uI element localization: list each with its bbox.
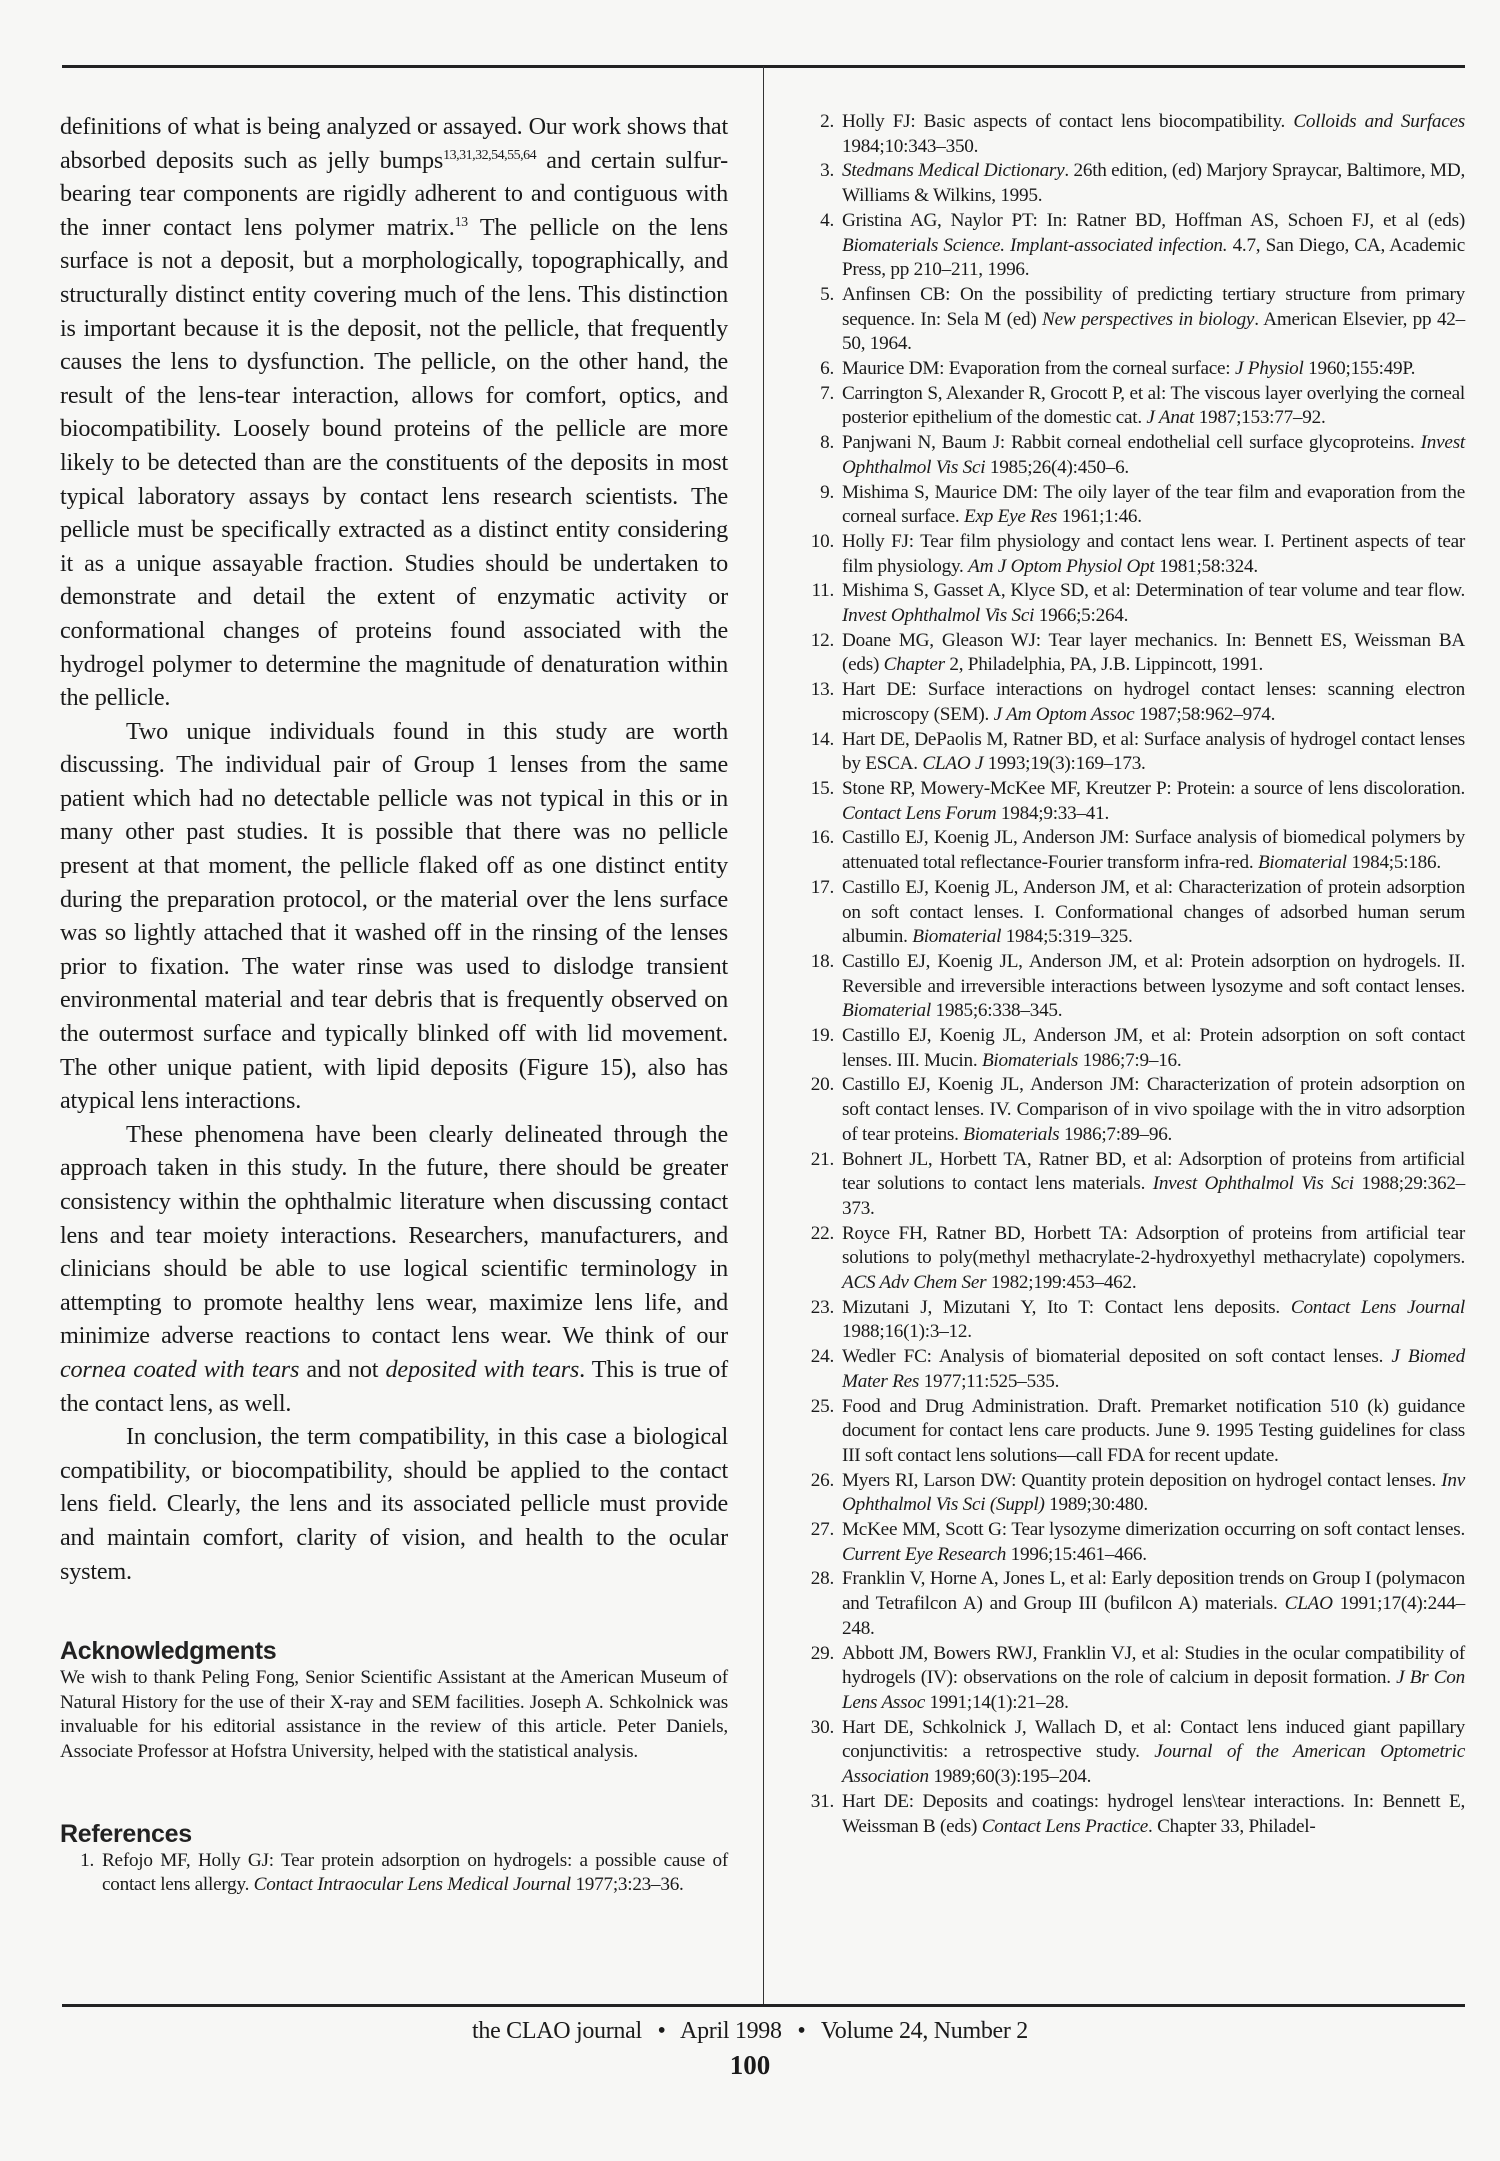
footer-separator: •	[797, 2018, 806, 2044]
bottom-rule	[62, 2004, 1465, 2007]
reference-item	[800, 1148, 1465, 1222]
text-run: 1991;14(1):21–28.	[924, 1692, 1069, 1713]
reference-item	[800, 629, 1465, 678]
reference-number: 26.	[810, 1469, 834, 1491]
reference-number: 4.	[820, 209, 834, 231]
italic-text: Chapter	[883, 654, 945, 676]
text-run: 1966;5:264.	[1034, 605, 1129, 627]
reference-item	[800, 950, 1465, 1024]
reference-item	[800, 1567, 1465, 1641]
reference-number: 1.	[80, 1849, 94, 1871]
reference-item	[800, 1642, 1465, 1716]
acknowledgments-text: We wish to thank Peling Fong, Senior Scientific Assistant at the American Museum of Natural History for the use of their X-ray and SEM facilities. Joseph A. Schkolnick was invaluable for his editorial assistance in the review of this article. Peter Daniels, Associate Professor at Hofstra University, helped with the statistical analysis.	[60, 1667, 728, 1762]
reference-item	[800, 1716, 1465, 1790]
reference-number: 16.	[810, 827, 834, 849]
reference-item	[800, 1469, 1465, 1518]
body-paragraph	[60, 715, 728, 1118]
italic-text: Am J Optom Physiol Opt	[968, 555, 1155, 577]
reference-item	[800, 110, 1465, 159]
reference-number: 19.	[810, 1025, 834, 1047]
reference-item	[800, 209, 1465, 283]
text-run: Wedler FC: Analysis of biomaterial deposited on soft contact lenses.	[842, 1346, 1392, 1368]
reference-item	[800, 431, 1465, 480]
text-run: . This is true of the contact lens, as well.	[60, 1355, 728, 1417]
text-run: 1987;58:962–974.	[1134, 703, 1276, 725]
reference-number: 24.	[810, 1346, 834, 1368]
reference-number: 18.	[810, 950, 834, 972]
page-number: 100	[729, 2050, 771, 2080]
italic-text: J Br Con Lens Assoc	[842, 1667, 1465, 1713]
text-run: Bohnert JL, Horbett TA, Ratner BD, et al: Adsorption of proteins from artificial tear solutions to contact lens materials.	[842, 1148, 1465, 1195]
text-run: Mishima S, Gasset A, Klyce SD, et al: Determination of tear volume and tear flow.	[842, 580, 1465, 602]
text-run: Mizutani J, Mizutani Y, Ito T: Contact lens deposits.	[842, 1296, 1291, 1318]
italic-text: Biomaterial	[912, 926, 1002, 948]
italic-text: Current Eye Research	[842, 1543, 1007, 1565]
reference-number: 11.	[811, 580, 834, 602]
reference-number: 17.	[810, 876, 834, 898]
left-column	[60, 110, 728, 1898]
reference-item	[800, 481, 1465, 530]
reference-item	[800, 530, 1465, 579]
text-run: definitions of what is being analyzed or assayed. Our work shows that absorbed deposits such as jelly bumps	[60, 113, 728, 174]
text-run: 2, Philadelphia, PA, J.B. Lippincott, 1991.	[944, 654, 1264, 676]
reference-item	[800, 728, 1465, 777]
text-run: Abbott JM, Bowers RWJ, Franklin VJ, et al: Studies in the ocular compatibility of hydrogels (IV): observations on the role of calcium in deposit formation.	[842, 1642, 1465, 1689]
italic-text: Stedmans Medical Dictionary	[842, 160, 1065, 182]
reference-number: 15.	[810, 777, 834, 799]
italic-text: Contact Lens Journal	[1290, 1296, 1465, 1318]
body-text	[60, 110, 728, 1588]
text-run: Doane MG, Gleason WJ: Tear layer mechanics. In: Bennett ES, Weissman BA (eds)	[842, 629, 1465, 676]
reference-item	[800, 678, 1465, 727]
italic-text: Biomaterial	[842, 1000, 931, 1022]
text-run: 1961;1:46.	[1057, 506, 1142, 528]
text-run: and not	[299, 1355, 386, 1383]
italic-text: Contact Lens Practice	[981, 1815, 1149, 1837]
reference-number: 7.	[820, 382, 834, 404]
reference-item	[800, 1222, 1465, 1296]
column-divider	[763, 66, 764, 2005]
italic-text: ACS Adv Chem Ser	[842, 1272, 987, 1294]
italic-text: Inv Ophthalmol Vis Sci (Suppl)	[842, 1469, 1465, 1516]
reference-number: 20.	[810, 1074, 834, 1096]
text-run: Stone RP, Mowery-McKee MF, Kreutzer P: Protein: a source of lens discoloration.	[842, 777, 1465, 799]
text-run: . 26th edition, (ed) Marjory Spraycar, Baltimore, MD, Williams & Wilkins, 1995.	[842, 160, 1466, 207]
reference-number: 22.	[810, 1222, 834, 1244]
text-run: 1985;6:338–345.	[930, 1000, 1063, 1022]
text-run: Anfinsen CB: On the possibility of predicting tertiary structure from primary sequence. In: Sela M (ed)	[842, 283, 1465, 330]
text-run: McKee MM, Scott G: Tear lysozyme dimerization occurring on soft contact lenses.	[842, 1519, 1465, 1541]
italic-text: cornea coated with tears	[60, 1355, 300, 1383]
text-run: 1986;7:89–96.	[1059, 1123, 1173, 1145]
text-run: Castillo EJ, Koenig JL, Anderson JM: Characterization of protein adsorption on soft contact lenses. IV. Comparison of in vivo spoilage with the in vitro adsorption of tear proteins.	[842, 1074, 1465, 1145]
reference-item	[800, 579, 1465, 628]
footer-volume: Volume 24, Number 2	[820, 2018, 1028, 2044]
italic-text: Biomaterials	[963, 1123, 1060, 1145]
text-run: Hart DE: Surface interactions on hydrogel contact lenses: scanning electron microscopy (SEM).	[842, 679, 1465, 725]
text-run: 1987;153:77–92.	[1194, 407, 1326, 429]
reference-number: 29.	[810, 1642, 834, 1664]
reference-number: 30.	[810, 1716, 834, 1738]
text-run: 1985;26(4):450–6.	[985, 456, 1129, 478]
italic-text: J Biomed Mater Res	[842, 1346, 1465, 1392]
reference-number: 27.	[810, 1519, 834, 1541]
text-run: 1988;29:362–373.	[842, 1173, 1466, 1219]
reference-number: 8.	[820, 432, 834, 454]
text-run: 1977;3:23–36.	[570, 1874, 684, 1896]
italic-text: Contact Intraocular Lens Medical Journal	[253, 1874, 571, 1896]
text-run: These phenomena have been clearly delineated through the approach taken in this study. In the future, there should be greater consistency within the ophthalmic literature when discussing contact lens and tear moiety interactions. Researchers, manufacturers, and clinicians should be able to use logical scientific terminology in attempting to promote healthy lens wear, maximize lens life, and minimize adverse reactions to contact lens wear. We think of our	[60, 1120, 728, 1350]
text-run: Hart DE, DePaolis M, Ratner BD, et al: Surface analysis of hydrogel contact lenses by ESCA.	[842, 728, 1465, 775]
text-run: 4.7, San Diego, CA, Academic Press, pp 210–211, 1996.	[842, 234, 1466, 281]
italic-text: Contact Lens Forum	[842, 802, 997, 824]
text-run: Mishima S, Maurice DM: The oily layer of the tear film and evaporation from the corneal surface.	[842, 481, 1465, 528]
reference-list-right	[800, 110, 1465, 1839]
text-run: Royce FH, Ratner BD, Horbett TA: Adsorption of proteins from artificial tear solutions to poly(methyl methacrylate-2-hydroxyethyl methacrylate) copolymers.	[842, 1222, 1465, 1269]
reference-number: 3.	[820, 160, 834, 182]
text-run: Hart DE: Deposits and coatings: hydrogel lens\tear interactions. In: Bennett E, Weissman B (eds)	[842, 1790, 1465, 1837]
reference-item	[800, 1073, 1465, 1147]
text-run: Castillo EJ, Koenig JL, Anderson JM, et al: Protein adsorption on hydrogels. II. Reversible and irreversible interactions between lysozyme and soft contact lenses.	[842, 950, 1465, 997]
text-run: Maurice DM: Evaporation from the corneal surface:	[842, 358, 1235, 380]
reference-item	[60, 1849, 728, 1898]
reference-number: 23.	[810, 1296, 834, 1318]
text-run: Food and Drug Administration. Draft. Premarket notification 510 (k) guidance document for contact lens care products. June 9. 1995 Testing guidelines for class III soft contact lens solutions—call FDA for recent update.	[842, 1395, 1465, 1466]
text-run: Castillo EJ, Koenig JL, Anderson JM: Surface analysis of biomedical polymers by attenuated total reflectance-Fourier transform infra-red.	[842, 827, 1465, 874]
text-run: Refojo MF, Holly GJ: Tear protein adsorption on hydrogels: a possible cause of contact lens allergy.	[102, 1849, 728, 1896]
italic-text: Biomaterials	[981, 1049, 1079, 1071]
text-run: Castillo EJ, Koenig JL, Anderson JM, et al: Protein adsorption on soft contact lenses. III. Mucin.	[842, 1025, 1465, 1071]
italic-text: New perspectives in biology	[1042, 308, 1255, 330]
text-run: Holly FJ: Basic aspects of contact lens biocompatibility.	[842, 111, 1294, 132]
reference-number: 12.	[810, 629, 834, 651]
right-column	[800, 110, 1465, 1839]
text-run: 1993;19(3):169–173.	[983, 753, 1146, 775]
reference-number: 10.	[810, 530, 834, 552]
text-run: Gristina AG, Naylor PT: In: Ratner BD, Hoffman AS, Schoen FJ, et al (eds)	[842, 209, 1465, 231]
italic-text: deposited with tears	[385, 1355, 580, 1383]
text-run: . American Elsevier, pp 42–50, 1964.	[842, 308, 1465, 355]
reference-item	[800, 283, 1465, 357]
reference-number: 31.	[810, 1790, 834, 1812]
italic-text: Journal of the American Optometric Association	[842, 1741, 1465, 1788]
footer-separator: •	[657, 2018, 666, 2044]
text-run: Holly FJ: Tear film physiology and contact lens wear. I. Pertinent aspects of tear film physiology.	[842, 530, 1465, 577]
body-paragraph	[60, 1118, 728, 1420]
reference-number: 13.	[810, 679, 834, 701]
italic-text: Biomaterials Science. Implant-associated infection.	[842, 234, 1228, 256]
text-run: 1960;155:49P.	[1303, 358, 1416, 380]
reference-item	[800, 1395, 1465, 1469]
italic-text: CLAO	[1284, 1593, 1333, 1615]
reference-item	[800, 1024, 1465, 1073]
italic-text: Invest Ophthalmol Vis Sci	[842, 605, 1035, 627]
body-paragraph	[60, 1420, 728, 1588]
text-run: 1996;15:461–466.	[1006, 1543, 1147, 1565]
text-run: and certain sulfur-bearing tear components are rigidly adherent to and contiguous with the inner contact lens polymer matrix.	[60, 146, 729, 241]
reference-number: 21.	[810, 1148, 834, 1170]
italic-text: J Anat	[1146, 407, 1195, 429]
reference-list-left	[60, 1849, 728, 1898]
text-run: Two unique individuals found in this study are worth discussing. The individual pair of Group 1 lenses from the same patient which had no detectable pellicle was not typical in this or in many other past studies. It is possible that there was no pellicle present at that moment, the pellicle flaked off as one distinct entity during the preparation protocol, or the material over the lens surface was so lightly attached that it washed off in the rinsing of the lenses prior to fixation. The water rinse was used to dislodge transient environmental material and tear debris that is frequently observed on the outermost surface and typically blinked off with lid movement. The other unique patient, with lipid deposits (Figure 15), also has atypical lens interactions.	[60, 717, 728, 1115]
reference-item	[800, 1296, 1465, 1345]
text-run: 1984;5:319–325.	[1001, 926, 1133, 948]
text-run: 1988;16(1):3–12.	[842, 1321, 972, 1343]
italic-text: Colloids and Surfaces	[1293, 111, 1465, 132]
reference-item	[800, 1345, 1465, 1394]
reference-number: 5.	[820, 283, 834, 305]
reference-item	[800, 876, 1465, 950]
reference-number: 6.	[820, 358, 834, 380]
text-run: 1984;10:343–350.	[842, 135, 979, 157]
text-run: 1981;58:324.	[1154, 555, 1258, 577]
text-run: 1986;7:9–16.	[1078, 1049, 1182, 1071]
text-run: 1984;9:33–41.	[996, 802, 1110, 824]
italic-text: CLAO J	[922, 753, 984, 775]
text-run: Panjwani N, Baum J: Rabbit corneal endothelial cell surface glycoproteins.	[842, 432, 1421, 454]
italic-text: Exp Eye Res	[964, 506, 1058, 528]
text-run: 1989;60(3):195–204.	[928, 1766, 1092, 1788]
citation-superscript: 13,31,32,54,55,64	[443, 147, 537, 163]
text-run: Myers RI, Larson DW: Quantity protein deposition on hydrogel contact lenses.	[842, 1469, 1442, 1491]
acknowledgments-heading: Acknowledgments	[60, 1637, 277, 1666]
italic-text: Invest Ophthalmol Vis Sci	[842, 432, 1465, 478]
text-run: 1989;30:480.	[1044, 1494, 1148, 1516]
text-run: Carrington S, Alexander R, Grocott P, et al: The viscous layer overlying the corneal posterior epithelium of the domestic cat.	[842, 382, 1465, 429]
footer-journal-name: the CLAO journal	[472, 2018, 642, 2044]
reference-number: 9.	[820, 481, 834, 503]
reference-number: 25.	[810, 1395, 834, 1417]
text-run: Hart DE, Schkolnick J, Wallach D, et al: Contact lens induced giant papillary conjunctivitis: a retrospective study.	[842, 1716, 1465, 1763]
reference-number: 14.	[810, 728, 834, 750]
text-run: 1982;199:453–462.	[986, 1272, 1137, 1294]
reference-number: 2.	[820, 111, 834, 132]
citation-superscript: 13	[454, 214, 468, 230]
reference-item	[800, 382, 1465, 431]
footer-date: April 1998	[680, 2018, 782, 2044]
text-run: 1984;5:186.	[1346, 852, 1441, 874]
text-run: . Chapter 33, Philadel-	[1148, 1815, 1316, 1837]
italic-text: Invest Ophthalmol Vis Sci	[1152, 1173, 1354, 1195]
running-footer	[0, 2018, 1500, 2045]
references-heading: References	[60, 1819, 192, 1848]
reference-item	[800, 826, 1465, 875]
italic-text: J Physiol	[1234, 358, 1304, 380]
body-paragraph	[60, 110, 728, 715]
reference-item	[800, 1790, 1465, 1839]
text-run: 1977;11:525–535.	[919, 1370, 1060, 1392]
text-run: The pellicle on the lens surface is not a deposit, but a morphologically, topographically, and structurally distinct entity covering much of the lens. This distinction is important because it is the deposit, not the pellicle, that frequently causes the lens to dysfunction. The pellicle, on the other hand, the result of the lens-tear interaction, allows for comfort, optics, and biocompatibility. Loosely bound proteins of the pellicle are more likely to be detected than are the constituents of the deposits in most typical laboratory assays by contact lens research scientists. The pellicle must be specifically extracted as a distinct entity considering it as a unique assayable fraction. Studies should be undertaken to demonstrate and detail the extent of enzymatic activity or conformational changes of proteins found associated with the hydrogel polymer to determine the magnitude of denaturation within the pellicle.	[60, 213, 728, 712]
italic-text: J Am Optom Assoc	[993, 703, 1135, 725]
reference-item	[800, 357, 1465, 382]
text-run: In conclusion, the term compatibility, in this case a biological compatibility, or biocompatibility, should be applied to the contact lens field. Clearly, the lens and its associated pellicle must provide and maintain comfort, clarity of vision, and health to the ocular system.	[60, 1423, 728, 1585]
text-run: Franklin V, Horne A, Jones L, et al: Early deposition trends on Group I (polymacon and Tetrafilcon A) and Group III (bufilcon A) materials.	[842, 1568, 1465, 1615]
text-run: Castillo EJ, Koenig JL, Anderson JM, et al: Characterization of protein adsorption on soft contact lenses. I. Conformational changes of adsorbed human serum albumin.	[842, 876, 1465, 948]
italic-text: Biomaterial	[1257, 852, 1347, 874]
reference-item	[800, 777, 1465, 826]
reference-item	[800, 1518, 1465, 1567]
text-run: 1991;17(4):244–248.	[842, 1593, 1465, 1639]
reference-item	[800, 159, 1465, 208]
reference-number: 28.	[810, 1568, 834, 1590]
